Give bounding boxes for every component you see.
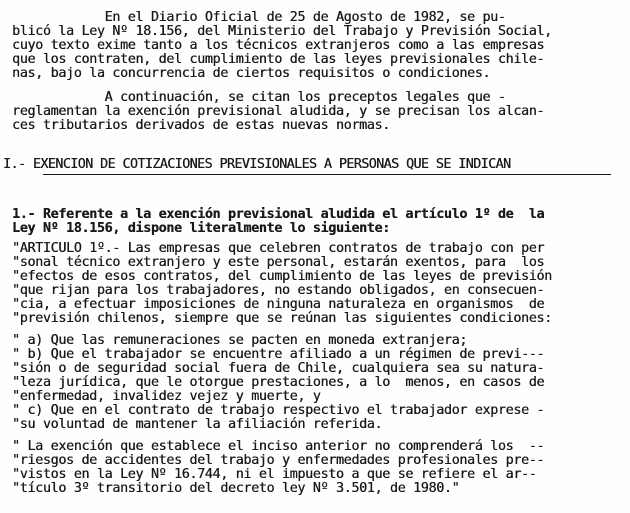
paragraph-line: cuyo texto exime tanto a los técnicos extranjeros como a las empresas — [12, 38, 545, 53]
paragraph-line: En el Diario Oficial de 25 de Agosto de 1982, se pu- — [12, 10, 506, 25]
paragraph-line: blicó la Ley Nº 18.156, del Ministerio del Trabajo y Previsión Social, — [12, 24, 552, 39]
exclusion-line: "riesgos de accidentes del trabajo y enfermedades profesionales pre-- — [12, 453, 545, 468]
article-line: "cia, a efectuar imposiciones de ninguna naturaleza en organismos de — [12, 297, 545, 312]
article-line: "efectos de esos contratos, del cumplimiento de las leyes de previsión — [12, 269, 552, 284]
item-line: 1.- Referente a la exención previsional aludida el artículo 1º de la — [12, 207, 545, 222]
paragraph-line: A continuación, se citan los preceptos legales que - — [12, 90, 506, 105]
condition-line: " c) Que en el contrato de trabajo respectivo el trabajador exprese - — [12, 403, 545, 418]
paragraph-line: que los contraten, del cumplimiento de las leyes previsionales chile- — [12, 52, 545, 67]
article-line: "previsión chilenos, siempre que se reúnan las siguientes condiciones: — [12, 311, 552, 326]
condition-line: "leza jurídica, que le otorgue prestaciones, a lo menos, en casos de — [12, 375, 545, 390]
article-line: "sonal técnico extranjero y este personal, estarán exentos, para los — [12, 255, 545, 270]
section-heading: I.- EXENCION DE COTIZACIONES PREVISIONALES A PERSONAS QUE SE INDICAN — [3, 157, 511, 172]
article-line: "que rijan para los trabajadores, no estando obligados, en consecuen- — [12, 283, 545, 298]
heading-underline — [43, 174, 611, 175]
exclusion-line: " La exención que establece el inciso anterior no comprenderá los -- — [12, 439, 545, 454]
paragraph-line: nas, bajo la concurrencia de ciertos requisitos o condiciones. — [12, 66, 491, 81]
paragraph-line: ces tributarios derivados de estas nuevas normas. — [12, 118, 390, 133]
exclusion-line: "vistos en la Ley Nº 16.744, ni el impuesto a que se refiere el ar-- — [12, 467, 537, 482]
exclusion-line: "tículo 3º transitorio del decreto ley Nº 3.501, de 1980." — [12, 481, 460, 496]
condition-line: "enfermedad, invalidez vejez y muerte, y — [12, 389, 321, 404]
article-line: "ARTICULO 1º.- Las empresas que celebren contratos de trabajo con per — [12, 241, 545, 256]
condition-line: "sión o de seguridad social fuera de Chile, cualquiera sea su natura- — [12, 361, 545, 376]
item-line: Ley Nº 18.156, dispone literalmente lo siguiente: — [12, 221, 390, 236]
condition-line: "su voluntad de mantener la afiliación referida. — [12, 417, 383, 432]
condition-line: " a) Que las remuneraciones se pacten en moneda extranjera; — [12, 333, 467, 348]
condition-line: " b) Que el trabajador se encuentre afiliado a un régimen de previ--- — [12, 347, 545, 362]
paragraph-line: reglamentan la exención previsional aludida, y se precisan los alcan- — [12, 104, 545, 119]
